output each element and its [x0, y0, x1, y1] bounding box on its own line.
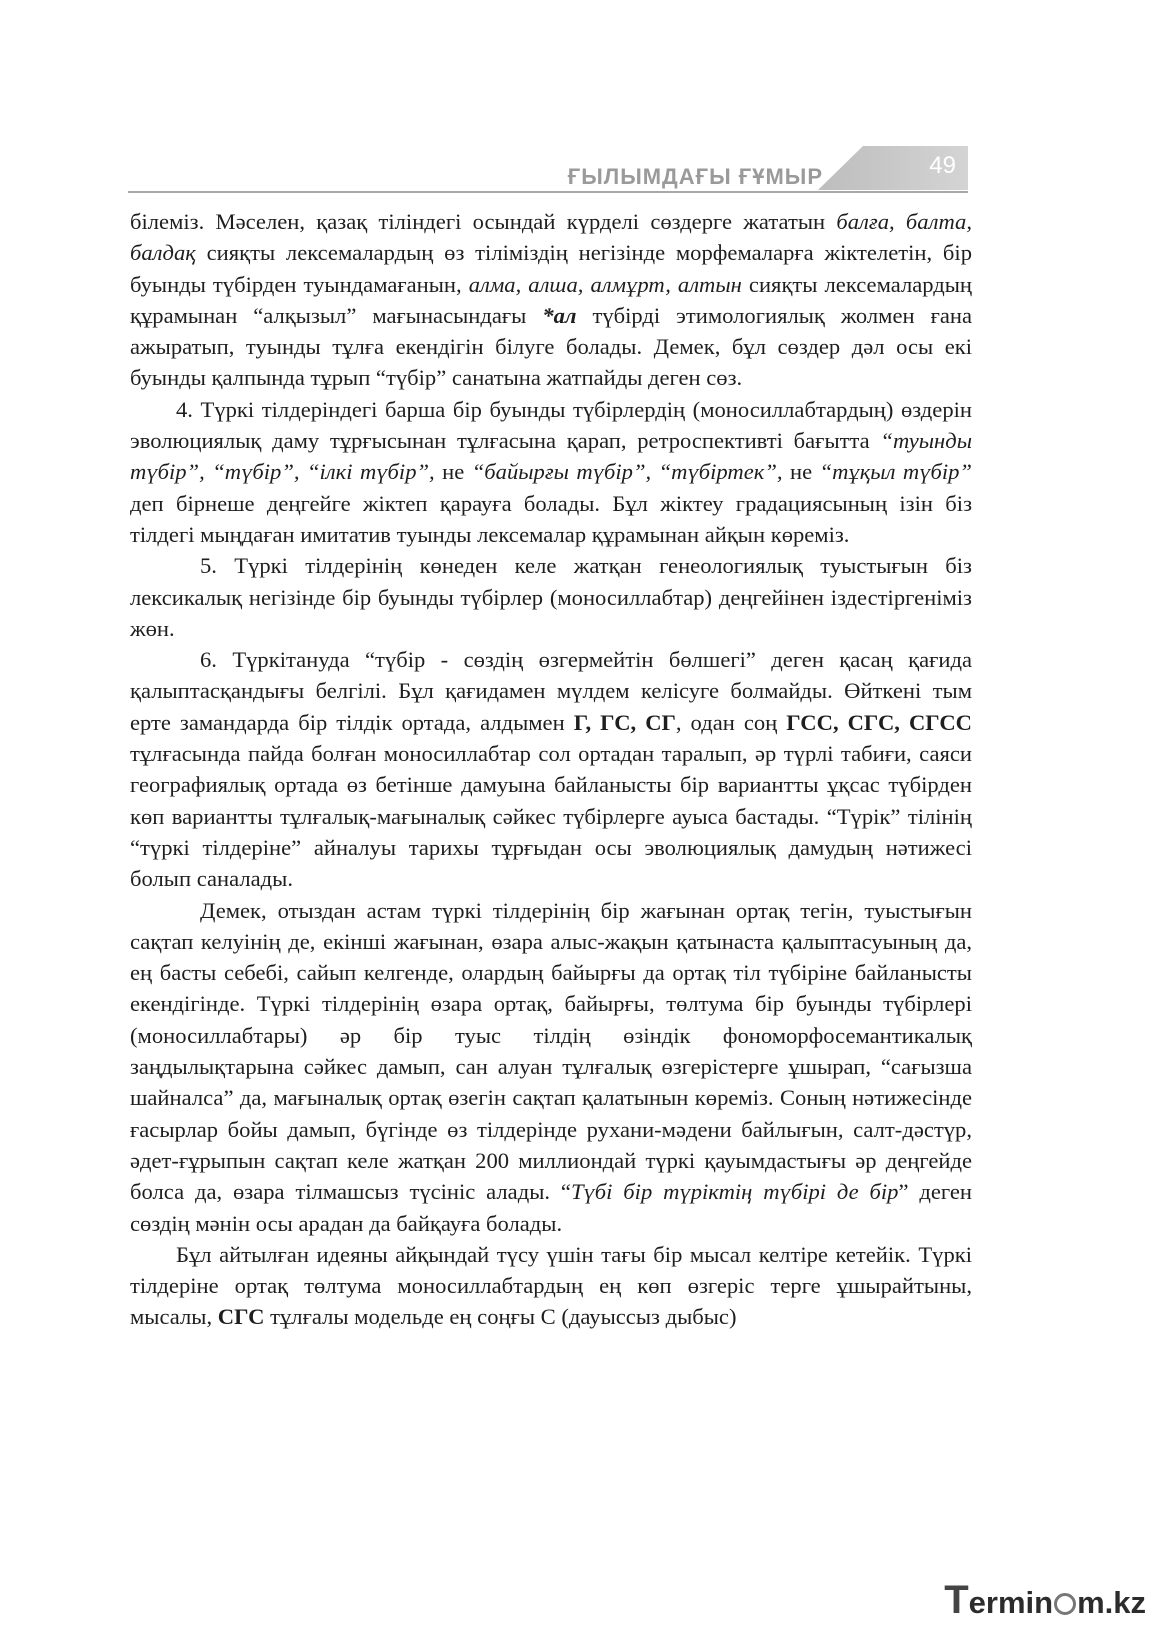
text-run: ” деген сөздің мәнін осы арадан да байқауға болады.: [130, 1179, 972, 1236]
body-text: [130, 206, 972, 1333]
paragraph-3: [130, 550, 972, 644]
site-watermark-logo: Termin m.kz: [944, 1578, 1146, 1622]
text-run: сияқты лексемалардың құрамынан “алқызыл” мағынасындағы: [130, 271, 973, 328]
page-number: 49: [929, 152, 956, 179]
text-run: тұлғалы модельде ең соңғы С (дауыссыз дыбыс): [264, 1304, 737, 1330]
text-run: балға, балта, балдақ: [130, 209, 972, 266]
paragraph-2: [130, 394, 972, 550]
text-run: 6. Түркітануда “түбір - сөздің өзгермейтін бөлшегі” деген қасаң қағида қалыптасқандығы белгілі. Бұл қағидамен мүлдем келісуге болмайды. Өйткені тым ерте замандарда бір тілдік ортада, алдымен: [130, 647, 972, 735]
text-run: 4. Түркі тілдеріндегі барша бір буынды түбірлердің (моносиллабтардың) өздерін эволюциялық даму тұрғысынан тұлғасына қарап, ретроспективті бағытта: [130, 396, 972, 454]
text-run: Демек, отыздан астам түркі тілдерінің бір жағынан ортақ тегін, туыстығын сақтап келуінің де, екінші жағынан, өзара алыс-жақын қатынаста қалыптасуының да, ең басты себебі, сайып келгенде, олардың байырғы да ортақ тіл түбіріне байланысты екендігінде. Түркі тілдерінің өзара ортақ, байырғы, төлтума бір буынды түбірлері (моносиллабтары) әр бір туыс тілдің өзіндік фономорфосемантикалық заңдылықтарына сәйкес дамып, сан алуан тұлғалық өзгерістерге ұшырап, “сағызша шайналса” да, мағыналық ортақ өзегін сақтап қалатынын көреміз. Соның нәтижесінде ғасырлар бойы дамып, бүгінде өз тілдерінде рухани-мәдени байлығын, салт-дәстүр, әдет-ғұрыпын сақтап келе жатқан 200 миллиондай түркі қауымдастығы әр деңгейде болса да, өзара тілмашсыз түсініс алады. “: [130, 897, 972, 1205]
text-run: деп бірнеше деңгейге жіктеп қарауға болады. Бұл жіктеу градациясының ізін біз тілдегі мыңдаған имитатив туынды лексемалар құрамынан айқын көреміз.: [130, 490, 972, 547]
paragraph-4: [130, 644, 972, 894]
text-run: Түбі бір түріктің түбірі де бір: [570, 1179, 899, 1205]
text-run: алма, алша, алмұрт, алтын: [468, 271, 742, 297]
paragraph-6: [130, 1239, 972, 1333]
text-run: не: [434, 459, 472, 485]
watermark-o-icon: [1054, 1593, 1076, 1615]
text-run: ГСС, СГС, СГСС: [786, 709, 972, 735]
text-run: 5. Түркі тілдерінің көнеден келе жатқан генеологиялық туыстығын біз лексикалық негізінде бір буынды түбірлер (моносиллабтар) деңгейінен іздестіргеніміз жөн.: [130, 553, 972, 641]
text-run: СГС: [217, 1304, 265, 1330]
text-run: “тұқыл түбір”: [819, 459, 972, 485]
header-rule: [128, 191, 968, 193]
text-run: білеміз. Мәселен, қазақ тіліндегі осындай күрделі сөздерге жататын: [130, 209, 837, 234]
text-run: *ал: [542, 302, 577, 328]
text-run: тұлғасында пайда болған моносиллабтар сол ортадан таралып, әр түрлі табиғи, саяси географиялық ортада өз бетінше дамуына байланысты бір вариантты ұқсас түбірден көп вариантты тұлғалық-мағыналық сәйкес түбірлерге ауыса бастады. “Түрік” тілінің “түркі тілдеріне” айналуы тарихы тұрғыдан осы эволюциялық дамудың нәтижесі болып саналады.: [130, 741, 972, 892]
paragraph-1: [130, 206, 972, 394]
text-run: не: [782, 459, 820, 485]
text-run: сияқты лексемалардың өз тіліміздің негізінде морфемаларға жіктелетін, бір буынды түбірден туындамағанын,: [130, 240, 972, 297]
paragraph-5: [130, 895, 972, 1239]
text-run: Г, ГС, СГ: [573, 709, 676, 735]
running-header: [128, 146, 968, 198]
text-run: Бұл айтылған идеяны айқындай түсу үшін тағы бір мысал келтіре кетейік. Түркі тілдеріне ортақ төлтума моносиллабтардың ең көп өзгеріс терге ұшырайтыны, мысалы,: [130, 1241, 972, 1330]
text-run: түбірді этимологиялық жолмен ғана ажыратып, туынды тұлға екендігін білуге болады. Демек, бұл сөздер дәл осы екі буынды қалпында тұрып “түбір” санатына жатпайды деген сөз.: [130, 302, 972, 391]
text-run: “туынды түбір”, “түбір”, “ілкі түбір”,: [130, 428, 972, 485]
text-run: , одан соң: [675, 709, 787, 735]
text-run: “байырғы түбір”, “түбіртек”,: [471, 459, 783, 485]
header-title: ҒЫЛЫМДАҒЫ ҒҰМЫР: [567, 164, 823, 189]
